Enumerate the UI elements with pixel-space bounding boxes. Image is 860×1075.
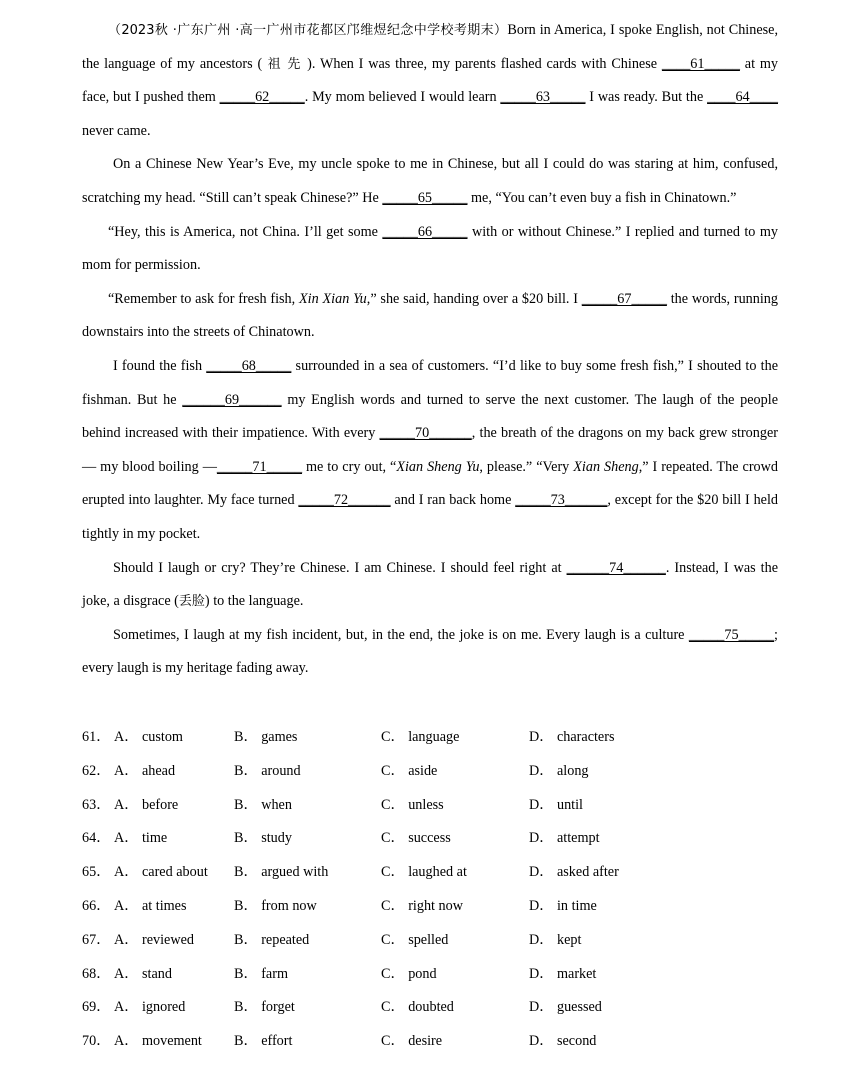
option-c: C． pond [381,965,437,982]
question-68 [82,960,778,994]
option-d: D． market [529,965,597,982]
option-a: A． cared about [114,864,208,881]
text: me, “You can’t even buy a fish in Chinatown.” [467,189,737,206]
option-b: B． games [234,729,298,745]
blank-64: ____64____ [707,89,778,106]
option-d: D． characters [529,729,615,745]
blank-74: ______74______ [566,559,666,576]
option-c: C． laughed at [381,864,467,881]
question-number: 70． [82,1033,111,1050]
option-b: B． study [234,830,292,847]
blank-66: _____66_____ [382,223,468,240]
option-a: A． before [114,796,179,813]
paragraph-2 [82,148,778,215]
question-63 [82,791,778,825]
question-number: 66． [82,897,111,914]
text: at my face, but I pushed them [82,55,778,106]
option-a: A． ahead [114,762,176,779]
paragraph-3 [82,216,778,283]
blank-67: _____67_____ [581,290,667,307]
option-a: A． time [114,830,168,847]
text: ,” she said, handing over a $20 bill. I [366,290,582,307]
question-67 [82,926,778,960]
question-number: 63． [82,796,111,813]
option-c: C． success [381,830,451,847]
text: Sometimes, I laugh at my fish incident, but, in the end, the joke is on me. Every laugh is a culture [113,626,689,643]
paragraph-4 [82,283,778,350]
option-b: B． repeated [234,931,310,948]
blank-69: ______69______ [182,391,282,408]
text: On a Chinese New Year’s Eve, my uncle spoke to me in Chinese, but all I could do was staring at him, confused, scratching my head. “Still can’t speak Chinese?” He [82,156,778,206]
question-number: 68． [82,965,111,982]
text: I found the fish [113,357,207,374]
option-c: C． language [381,729,460,745]
option-b: B． from now [234,897,317,914]
italic-term: Xin Xian Yu [299,290,367,307]
question-70 [82,1027,778,1061]
option-c: C． aside [381,762,438,779]
text: , except for the $20 bill I held tightly in my pocket. [82,492,778,542]
answer-options [82,723,778,1061]
blank-75: _____75_____ [688,626,775,643]
option-d: D． until [529,796,583,813]
text: me to cry out, “ [302,458,397,475]
option-d: D． in time [529,897,597,914]
option-d: D． attempt [529,830,600,847]
text: . My mom believed I would learn [304,89,501,106]
paragraph-1 [82,14,778,148]
text: and I ran back home [390,492,516,509]
text: Born in America, I spoke English, not Chinese, the language of my ancestors ( [82,22,778,72]
option-b: B． effort [234,1033,293,1050]
option-c: C． spelled [381,931,449,948]
option-c: C． desire [381,1033,443,1050]
question-64 [82,824,778,858]
paragraph-5 [82,350,778,552]
option-a: A． reviewed [114,931,194,948]
question-number: 65． [82,864,111,881]
option-d: D． asked after [529,864,619,881]
text: never came. [82,122,151,139]
italic-term: Xian Sheng Yu [396,458,480,475]
text: , please.” “Very [479,458,574,475]
text: “Hey, this is America, not China. I’ll get some [108,223,383,240]
source-note: （2023秋 ·广东广州 ·高一广州市花都区邝维煜纪念中学校考期末） [108,23,508,38]
paragraph-7 [82,619,778,686]
question-69 [82,993,778,1027]
text: ; every laugh is my heritage fading away. [82,626,778,677]
question-61 [82,723,778,757]
paragraph-6 [82,552,778,619]
question-62 [82,757,778,791]
text: . Instead, I was the joke, a disgrace ( [82,559,779,610]
text: , the breath of the dragons on my back grew stronger — my blood boiling — [82,425,778,475]
option-d: D． guessed [529,999,602,1016]
option-b: B． farm [234,965,288,982]
text: Should I laugh or cry? They’re Chinese. I am Chinese. I should feel right at [113,559,567,576]
option-a: A． ignored [114,999,186,1016]
text: ,” I repeated. The crowd erupted into laughter. My face turned [82,458,778,509]
option-d: D． second [529,1033,597,1050]
text: my English words and turned to serve the next customer. The laugh of the people behind increased with their impatience. With every [82,391,778,442]
italic-term: Xian Sheng [573,458,639,475]
question-number: 62． [82,762,111,779]
question-65 [82,858,778,892]
passage [82,14,778,686]
text: ) to the language. [204,593,304,610]
blank-63: _____63_____ [500,89,586,106]
blank-68: _____68_____ [206,357,292,374]
option-b: B． argued with [234,864,329,881]
option-a: A． movement [114,1033,202,1050]
blank-65: _____65_____ [382,189,468,206]
question-66 [82,892,778,926]
option-a: A． custom [114,729,183,745]
option-c: C． right now [381,897,463,914]
text: ). When I was three, my parents flashed cards with Chinese [307,55,662,72]
option-c: C． unless [381,796,444,813]
option-a: A． stand [114,965,172,982]
blank-71: _____71_____ [216,458,303,475]
blank-73: _____73______ [515,492,608,509]
option-b: B． when [234,796,292,813]
question-number: 67． [82,931,111,948]
text: with or without Chinese.” I replied and turned to my mom for permission. [82,223,778,274]
text: surrounded in a sea of customers. “I’d like to buy some fresh fish,” I shouted to the fishman. But he [82,357,778,408]
option-a: A． at times [114,897,187,914]
text: “Remember to ask for fresh fish, [108,290,299,307]
text: the words, running downstairs into the streets of Chinatown. [82,290,778,341]
blank-61: ____61_____ [661,55,740,72]
blank-72: _____72______ [298,492,391,509]
option-c: C． doubted [381,999,454,1016]
question-number: 69． [82,999,111,1016]
option-b: B． around [234,762,301,779]
blank-62: _____62_____ [219,89,305,106]
gloss-ancestors: 祖 先 [262,56,308,72]
question-number: 64． [82,830,111,847]
option-d: D． along [529,762,589,779]
gloss-disgrace: 丢脸 [178,594,205,610]
blank-70: _____70______ [379,425,472,442]
question-number: 61． [82,729,111,745]
option-b: B． forget [234,999,295,1016]
option-d: D． kept [529,931,582,948]
text: I was ready. But the [585,89,708,106]
